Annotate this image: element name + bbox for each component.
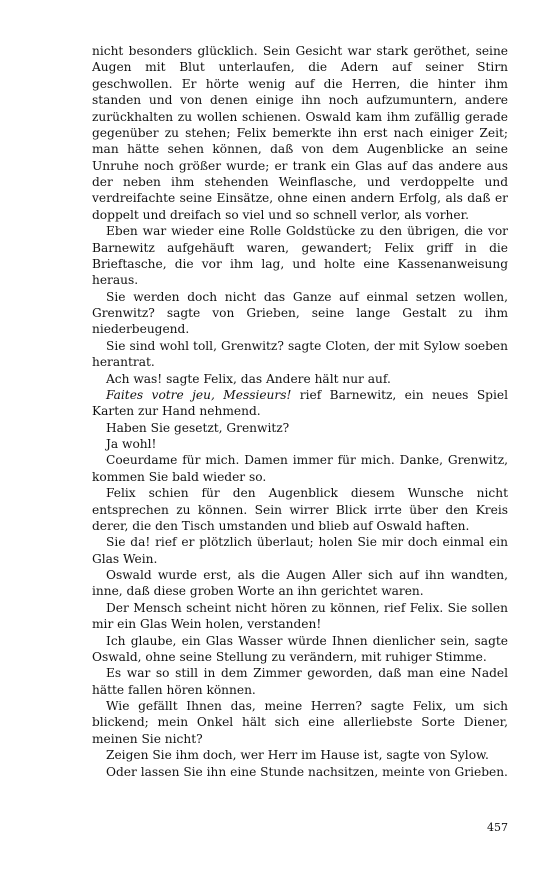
page-body: [92, 43, 508, 780]
paragraph-16: Wie gefällt Ihnen das, meine Herren? sagte Felix, um sich blickend; mein Onkel hält sich eine allerliebste Sorte Diener, meinen Sie nicht?: [92, 699, 508, 746]
paragraph-14: Ich glaube, ein Glas Wasser würde Ihnen dienlicher sein, sagte Oswald, ohne seine Stellung zu verändern, mit ruhiger Stimme.: [92, 633, 508, 664]
paragraph-6-italic: Faites votre jeu, Messieurs!: [106, 387, 292, 402]
paragraph-7: Haben Sie gesetzt, Grenwitz?: [106, 420, 290, 435]
paragraph-17: Zeigen Sie ihm doch, wer Herr im Hause ist, sagte von Sylow.: [106, 748, 489, 763]
paragraph-11: Sie da! rief er plötzlich überlaut; holen Sie mir doch einmal ein Glas Wein.: [92, 535, 508, 566]
paragraph-18: Oder lassen Sie ihn eine Stunde nachsitzen, meinte von Grieben.: [106, 764, 508, 779]
page-number: 457: [487, 821, 508, 834]
paragraph-15: Es war so still in dem Zimmer geworden, daß man eine Nadel hätte fallen hören können.: [92, 666, 508, 697]
paragraph-9: Coeurdame für mich. Damen immer für mich. Danke, Grenwitz, kommen Sie bald wieder so.: [92, 453, 508, 484]
paragraph-8: Ja wohl!: [106, 437, 157, 451]
paragraph-10: Felix schien für den Augenblick diesem Wunsche nicht entsprechen zu können. Sein wirrer Blick irrte über den Kreis derer, die den Tisch umstanden und blieb auf Oswald haften.: [92, 486, 508, 533]
paragraph-2: Eben war wieder eine Rolle Goldstücke zu den übrigen, die vor Barnewitz aufgehäuft waren, gewandert; Felix griff in die Brieftasche, die vor ihm lag, und holte eine Kassenanweisung heraus.: [92, 224, 508, 288]
paragraph-5: Ach was! sagte Felix, das Andere hält nur auf.: [106, 371, 391, 386]
paragraph-4: Sie sind wohl toll, Grenwitz? sagte Cloten, der mit Sylow soeben herantrat.: [92, 338, 508, 370]
paragraph-13: Der Mensch scheint nicht hören zu können, rief Felix. Sie sollen mir ein Glas Wein holen, verstanden!: [92, 600, 508, 632]
paragraph-3: Sie werden doch nicht das Ganze auf einmal setzen wollen, Grenwitz? sagte von Grieben, seine lange Gestalt zu ihm niederbeugend.: [92, 289, 508, 337]
paragraph-12: Oswald wurde erst, als die Augen Aller sich auf ihn wandten, inne, daß diese groben Worte an ihn gerichtet waren.: [92, 568, 508, 599]
paragraph-1: nicht besonders glücklich. Sein Gesicht war stark geröthet, seine Augen mit Blut unterlaufen, die Adern auf seiner Stirn geschwollen. Er hörte wenig auf die Herren, die hinter ihm standen und von denen einige ihn noch aufzumuntern, andere zurückhalten zu wollen schienen. Oswald kam ihm zufällig gerade gegenüber zu stehen; Felix bemerkte ihn erst nach einiger Zeit; man hätte sehen können, daß von dem Augenblicke an seine Unruhe noch größer wurde; er trank ein Glas auf das andere aus der neben ihm stehenden Weinflasche, und verdoppelte und verdreifachte seine Einsätze, ohne einen andern Erfolg, als daß er doppelt und dreifach so viel und so schnell verlor, als vorher.: [92, 44, 508, 222]
paragraph-6-text: rief Barnewitz, ein neues Spiel Karten zur Hand nehmend.: [92, 387, 508, 419]
paragraph-6: [92, 387, 508, 420]
